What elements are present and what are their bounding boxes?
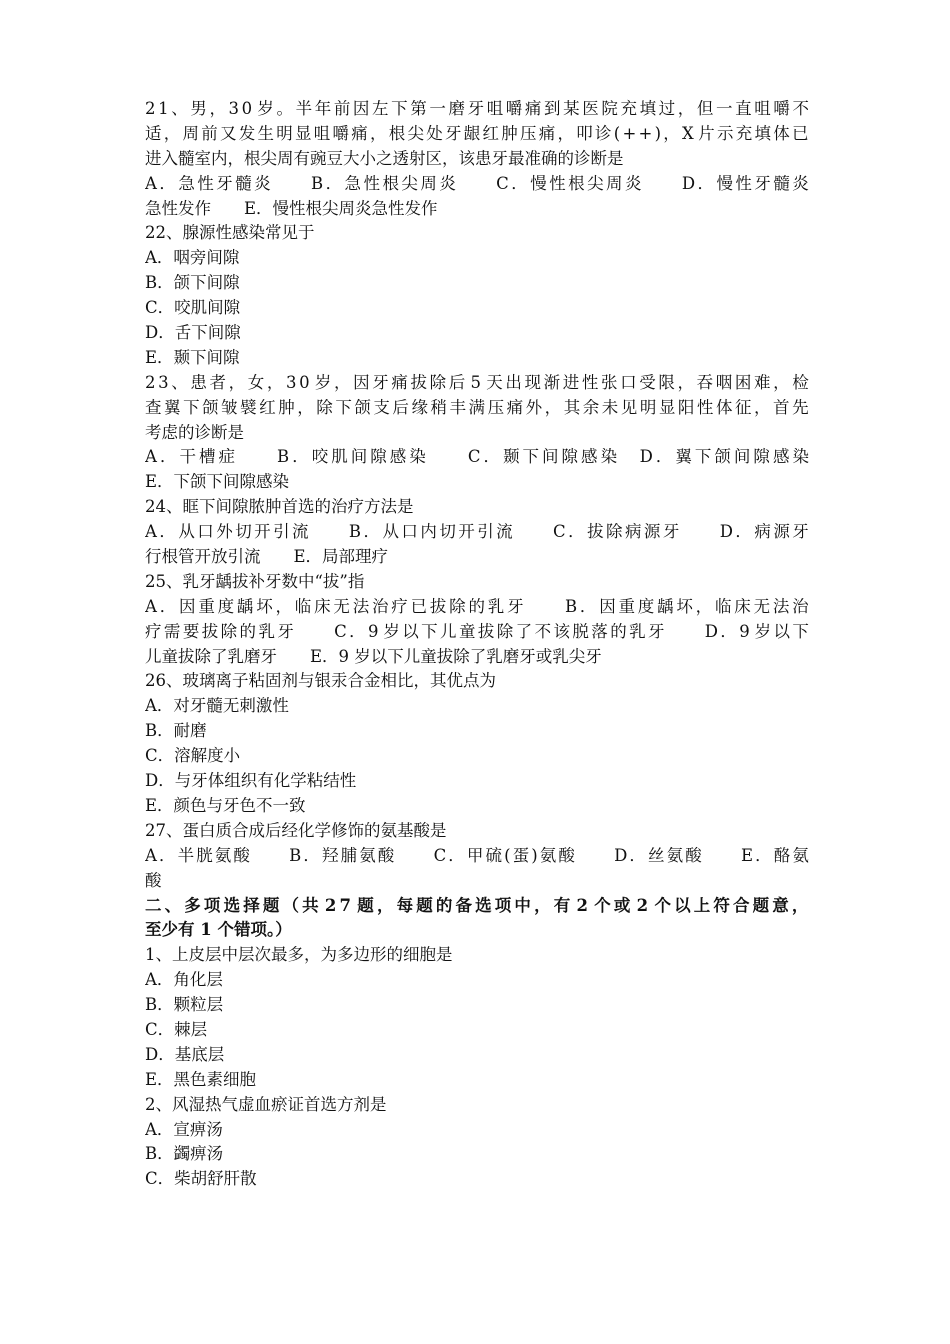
text-line: 查 翼 下 颌 皱 襞 红 肿 ， 除 下 颌 支 后 缘 稍 丰 满 压 痛 外 ， 其 余 未 见 明 显 阳 性 体 征 ， 首 先: [145, 397, 809, 417]
text-line: D．基底层: [145, 1044, 225, 1064]
text-line: C．咬肌间隙: [145, 298, 241, 318]
text-line: E．黑色素细胞: [145, 1069, 257, 1089]
text-line: 疗 需 要 拔 除 的 乳 牙 C ． 9 岁 以 下 儿 童 拔 除 了 不 该 脱 落 的 乳 牙 D ． 9 岁 以 下: [145, 621, 809, 641]
text-line: 2 3 、 患 者 ， 女 ， 3 0 岁 ， 因 牙 痛 拔 除 后 5 天 出 现 渐 进 性 张 口 受 限 ， 吞 咽 困 难 ， 检: [145, 372, 809, 392]
text-line: D．与牙体组织有化学粘结性: [145, 771, 357, 791]
text-line: 至少有 1 个错项。）: [145, 920, 292, 940]
text-line: C．柴胡舒肝散: [145, 1169, 257, 1189]
text-line: 急性发作 E．慢性根尖周炎急性发作: [145, 198, 438, 218]
text-line: 酸: [145, 870, 162, 890]
text-line: B．颗粒层: [145, 995, 224, 1015]
text-line: A ． 从 口 外 切 开 引 流 B ． 从 口 内 切 开 引 流 C ． 拔 除 病 源 牙 D ． 病 源 牙: [145, 522, 809, 542]
text-line: 适 ， 周 前 又 发 生 明 显 咀 嚼 痛 ， 根 尖 处 牙 龈 红 肿 压 痛 ， 叩 诊 ( + + ) ， X 片 示 充 填 体 已: [145, 123, 809, 143]
text-line: 25、乳牙龋拔补牙数中“拔”指: [145, 571, 365, 591]
text-line: 2 1 、 男 ， 3 0 岁 。 半 年 前 因 左 下 第 一 磨 牙 咀 嚼 痛 到 某 医 院 充 填 过 ， 但 一 直 咀 嚼 不: [145, 99, 809, 118]
text-line: B．颌下间隙: [145, 273, 240, 293]
text-line: A．宣痹汤: [145, 1119, 223, 1139]
document-page: [145, 97, 809, 1192]
text-line: C．溶解度小: [145, 746, 241, 766]
text-line: C．棘层: [145, 1019, 208, 1039]
text-line: 22、腺源性感染常见于: [145, 223, 315, 243]
text-line: 2、风湿热气虚血瘀证首选方剂是: [145, 1094, 387, 1114]
text-line: 24、眶下间隙脓肿首选的治疗方法是: [145, 497, 414, 517]
text-line: B．蠲痹汤: [145, 1144, 224, 1164]
text-line: A ． 干 槽 症 B ． 咬 肌 间 隙 感 染 C ． 颞 下 间 隙 感 染 D ． 翼 下 颌 间 隙 感 染: [145, 447, 809, 467]
text-line: 1、上皮层中层次最多，为多边形的细胞是: [145, 945, 453, 965]
text-line: E．颜色与牙色不一致: [145, 795, 306, 815]
text-line: 行根管开放引流 E．局部理疗: [145, 547, 389, 567]
text-line: A．对牙髓无刺激性: [145, 696, 289, 716]
text-line: 26、玻璃离子粘固剂与银汞合金相比，其优点为: [145, 671, 496, 691]
text-line: D．舌下间隙: [145, 323, 241, 343]
text-line: 儿童拔除了乳磨牙 E．9 岁以下儿童拔除了乳磨牙或乳尖牙: [145, 646, 602, 666]
text-line: E．下颌下间隙感染: [145, 472, 290, 492]
text-line: 27、蛋白质合成后经化学修饰的氨基酸是: [145, 820, 447, 840]
text-line: A．咽旁间隙: [145, 248, 240, 268]
text-line: A ． 因 重 度 龋 坏 ， 临 床 无 法 治 疗 已 拔 除 的 乳 牙 B ． 因 重 度 龋 坏 ， 临 床 无 法 治: [145, 596, 809, 616]
text-line: 二 、 多 项 选 择 题 （ 共 2 7 题 ， 每 题 的 备 选 项 中 ， 有 2 个 或 2 个 以 上 符 合 题 意 ，: [145, 895, 809, 915]
text-line: A ． 急 性 牙 髓 炎 B ． 急 性 根 尖 周 炎 C ． 慢 性 根 尖 周 炎 D ． 慢 性 牙 髓 炎: [145, 173, 809, 193]
text-line: B．耐磨: [145, 721, 207, 741]
text-line: 进入髓室内，根尖周有豌豆大小之透射区，该患牙最准确的诊断是: [145, 148, 624, 168]
text-line: A．角化层: [145, 970, 223, 990]
text-line: E．颞下间隙: [145, 347, 240, 367]
text-line: 考虑的诊断是: [145, 422, 244, 442]
text-line: A ． 半 胱 氨 酸 B ． 羟 脯 氨 酸 C ． 甲 硫 ( 蛋 ) 氨 酸 D ． 丝 氨 酸 E ． 酪 氨: [145, 845, 809, 865]
